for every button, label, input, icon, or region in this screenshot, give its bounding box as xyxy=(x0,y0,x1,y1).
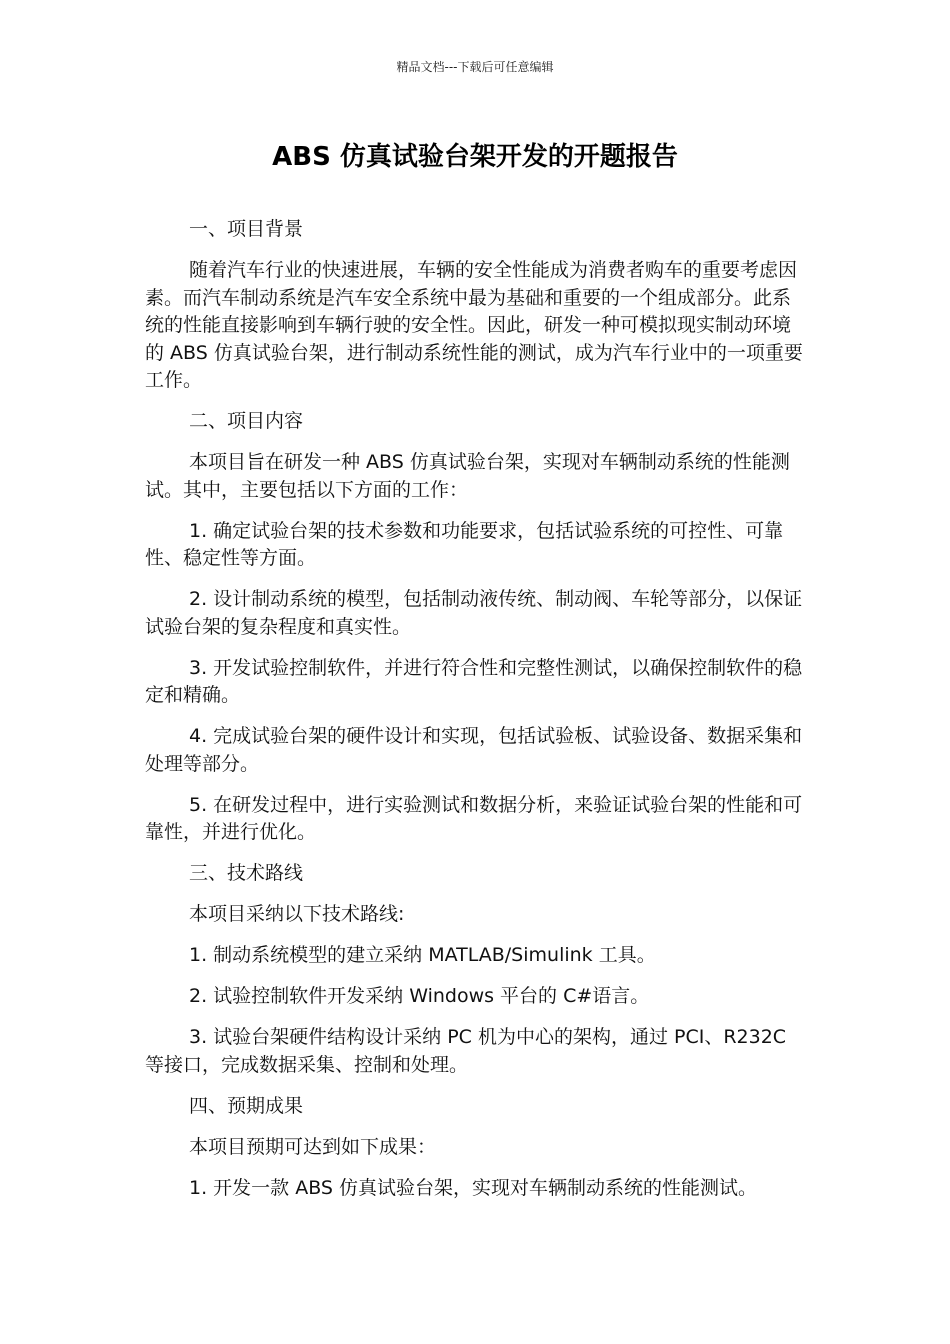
document-title: ABS 仿真试验台架开发的开题报告 xyxy=(272,142,678,172)
content-item-3: 3. 开发试验控制软件，并进行符合性和完整性测试，以确保控制软件的稳定和精确。 xyxy=(145,656,803,706)
document-body xyxy=(145,216,805,1216)
section-heading-content: 二、项目内容 xyxy=(189,410,304,432)
header-note: 精品文档---下载后可任意编辑 xyxy=(396,60,554,74)
paragraph-technical-intro: 本项目采纳以下技术路线: xyxy=(189,903,405,925)
paragraph-background: 随着汽车行业的快速进展，车辆的安全性能成为消费者购车的重要考虑因素。而汽车制动系统是汽车安全系统中最为基础和重要的一个组成部分。此系统的性能直接影响到车辆行驶的安全性。因此，研发一种可模拟现实制动环境的 ABS 仿真试验台架，进行制动系统性能的测试，成为汽车行业中的一项重要工作。 xyxy=(145,259,803,391)
content-item-1: 1. 确定试验台架的技术参数和功能要求，包括试验系统的可控性、可靠性、稳定性等方面。 xyxy=(145,519,784,569)
content-item-4: 4. 完成试验台架的硬件设计和实现，包括试验板、试验设备、数据采集和处理等部分。 xyxy=(145,725,803,775)
technical-item-2: 2. 试验控制软件开发采纳 Windows 平台的 C#语言。 xyxy=(189,985,650,1007)
technical-item-3: 3. 试验台架硬件结构设计采纳 PC 机为中心的架构，通过 PCI、R232C 等接口，完成数据采集、控制和处理。 xyxy=(145,1026,787,1076)
content-item-5: 5. 在研发过程中，进行实验测试和数据分析，来验证试验台架的性能和可靠性，并进行优化。 xyxy=(145,793,803,843)
section-heading-background: 一、项目背景 xyxy=(189,218,304,240)
technical-item-1: 1. 制动系统模型的建立采纳 MATLAB/Simulink 工具。 xyxy=(189,944,656,966)
paragraph-expected-intro: 本项目预期可达到如下成果： xyxy=(189,1135,437,1158)
expected-item-1: 1. 开发一款 ABS 仿真试验台架，实现对车辆制动系统的性能测试。 xyxy=(189,1176,758,1199)
content-item-2: 2. 设计制动系统的模型，包括制动液传统、制动阀、车轮等部分，以保证试验台架的复杂程度和真实性。 xyxy=(145,588,803,638)
paragraph-content-intro: 本项目旨在研发一种 ABS 仿真试验台架，实现对车辆制动系统的性能测试。其中，主要包括以下方面的工作： xyxy=(145,451,790,501)
section-heading-expected-results: 四、预期成果 xyxy=(189,1094,304,1117)
section-heading-technical-route: 三、技术路线 xyxy=(189,862,304,884)
